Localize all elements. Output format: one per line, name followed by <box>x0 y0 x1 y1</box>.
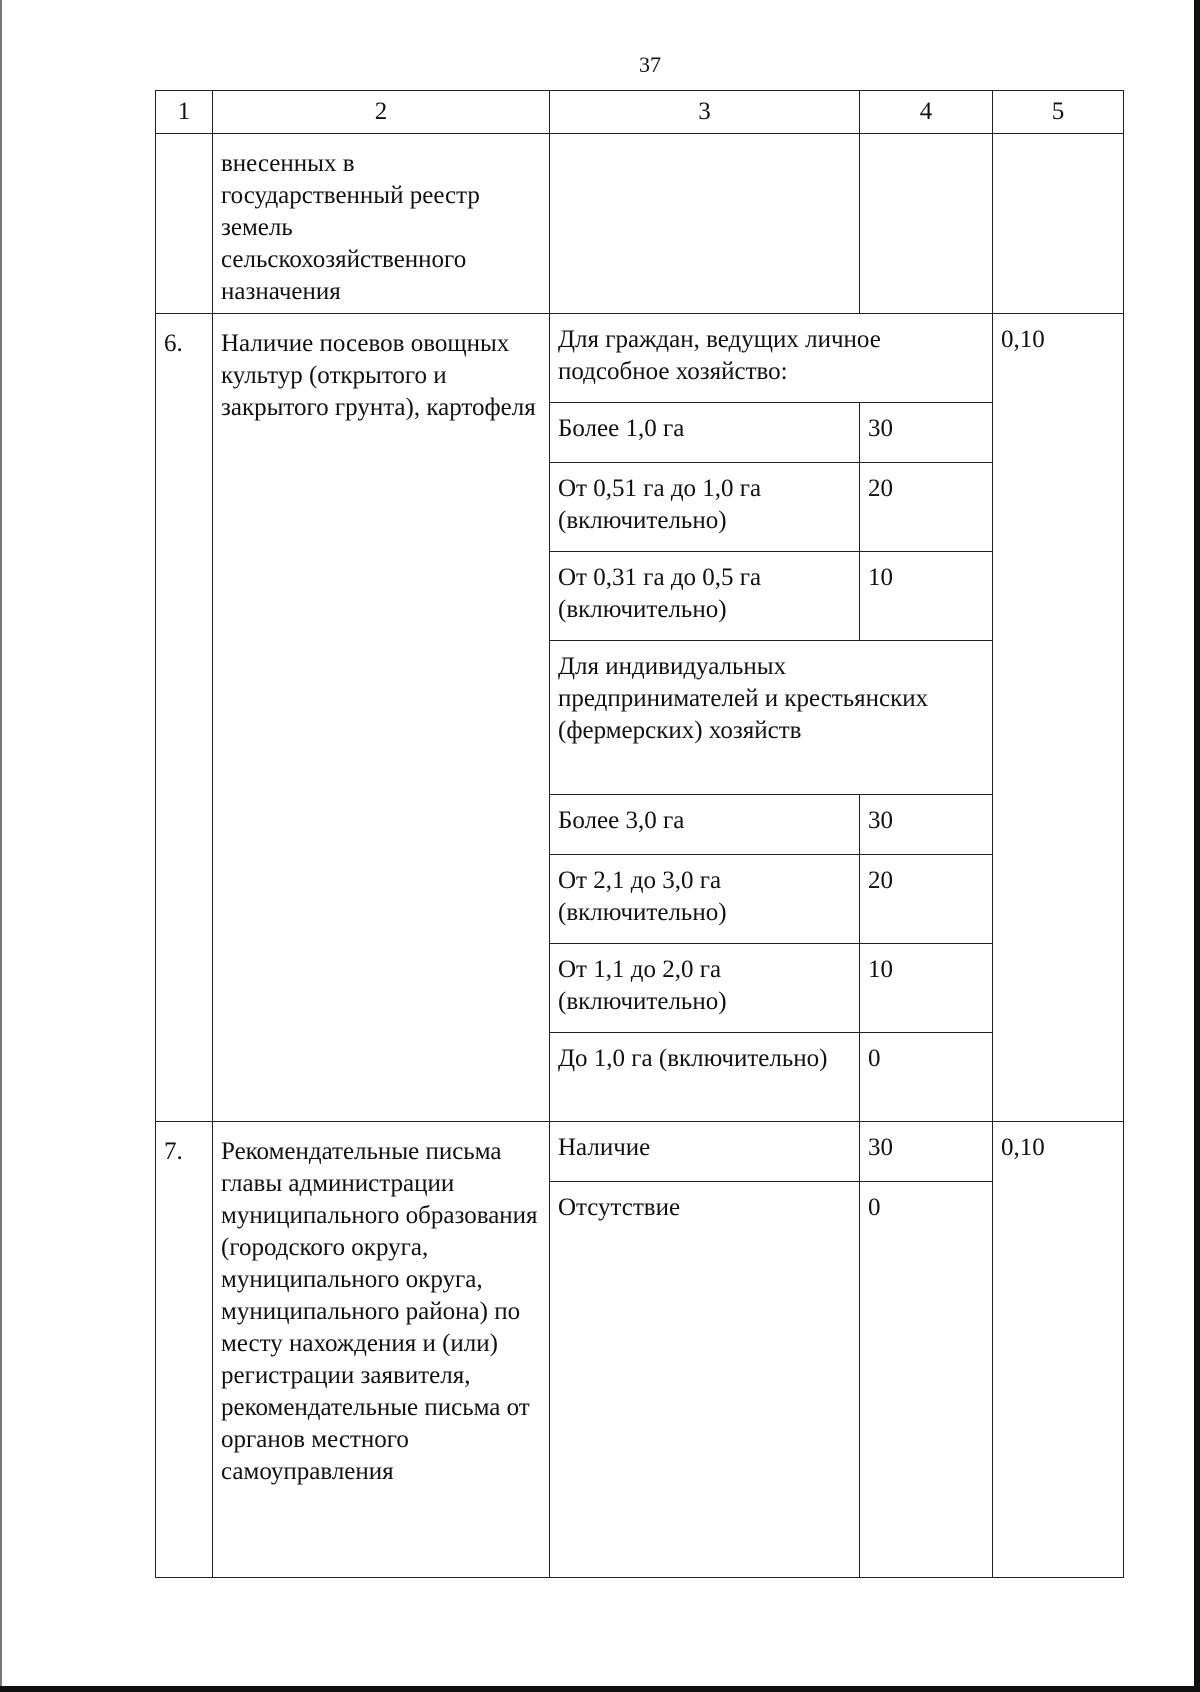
row-7-first <box>156 1122 1124 1182</box>
row-6-number: 6. <box>156 314 213 1122</box>
option-points: 30 <box>860 795 993 855</box>
option-label: Наличие <box>550 1122 860 1182</box>
option-label: От 0,51 га до 1,0 га (включительно) <box>550 463 860 552</box>
continuation-weight-cell <box>993 134 1124 314</box>
table-header-row <box>156 91 1124 134</box>
header-cell-1: 1 <box>156 91 213 134</box>
scan-edge-bottom <box>0 1686 1200 1692</box>
page-number: 37 <box>639 52 661 77</box>
criteria-table <box>155 90 1124 1578</box>
option-points: 0 <box>860 1033 993 1122</box>
option-points: 20 <box>860 463 993 552</box>
row-6-group2-label: Для индивидуальных предпринимателей и крестьянских (фермерских) хозяйств <box>550 641 993 795</box>
option-points: 30 <box>860 1122 993 1182</box>
header-cell-5: 5 <box>993 91 1124 134</box>
continuation-points-cell <box>860 134 993 314</box>
row-7-criterion: Рекомендательные письма главы администрации муниципального образования (городского округа, муниципального округа, муниципального района) по месту нахождения и (или) регистрации заявителя, рекомендательные письма от органов местного самоуправления <box>213 1122 550 1578</box>
row-6-group1-header <box>156 314 1124 403</box>
continuation-num-cell <box>156 134 213 314</box>
continuation-options-cell <box>550 134 860 314</box>
option-label: От 0,31 га до 0,5 га (включительно) <box>550 552 860 641</box>
option-points: 0 <box>860 1182 993 1578</box>
row-7-number: 7. <box>156 1122 213 1578</box>
header-cell-4: 4 <box>860 91 993 134</box>
option-label: До 1,0 га (включительно) <box>550 1033 860 1122</box>
row-7-weight: 0,10 <box>993 1122 1124 1578</box>
option-points: 20 <box>860 855 993 944</box>
option-label: Отсутствие <box>550 1182 860 1578</box>
row-6-group1-label: Для граждан, ведущих личное подсобное хозяйство: <box>550 314 993 403</box>
option-label: Более 3,0 га <box>550 795 860 855</box>
header-cell-2: 2 <box>213 91 550 134</box>
option-label: От 1,1 до 2,0 га (включительно) <box>550 944 860 1033</box>
scan-edge-left <box>0 0 2 1692</box>
header-cell-3: 3 <box>550 91 860 134</box>
option-points: 10 <box>860 944 993 1033</box>
option-points: 10 <box>860 552 993 641</box>
option-label: Более 1,0 га <box>550 403 860 463</box>
option-points: 30 <box>860 403 993 463</box>
continuation-row <box>156 134 1124 314</box>
row-6-criterion: Наличие посевов овощных культур (открытого и закрытого грунта), картофеля <box>213 314 550 1122</box>
row-6-weight: 0,10 <box>993 314 1124 1122</box>
option-label: От 2,1 до 3,0 га (включительно) <box>550 855 860 944</box>
scan-edge-right <box>1194 0 1200 1692</box>
continuation-criterion: внесенных в государственный реестр земель сельскохозяйственного назначения <box>213 134 550 314</box>
